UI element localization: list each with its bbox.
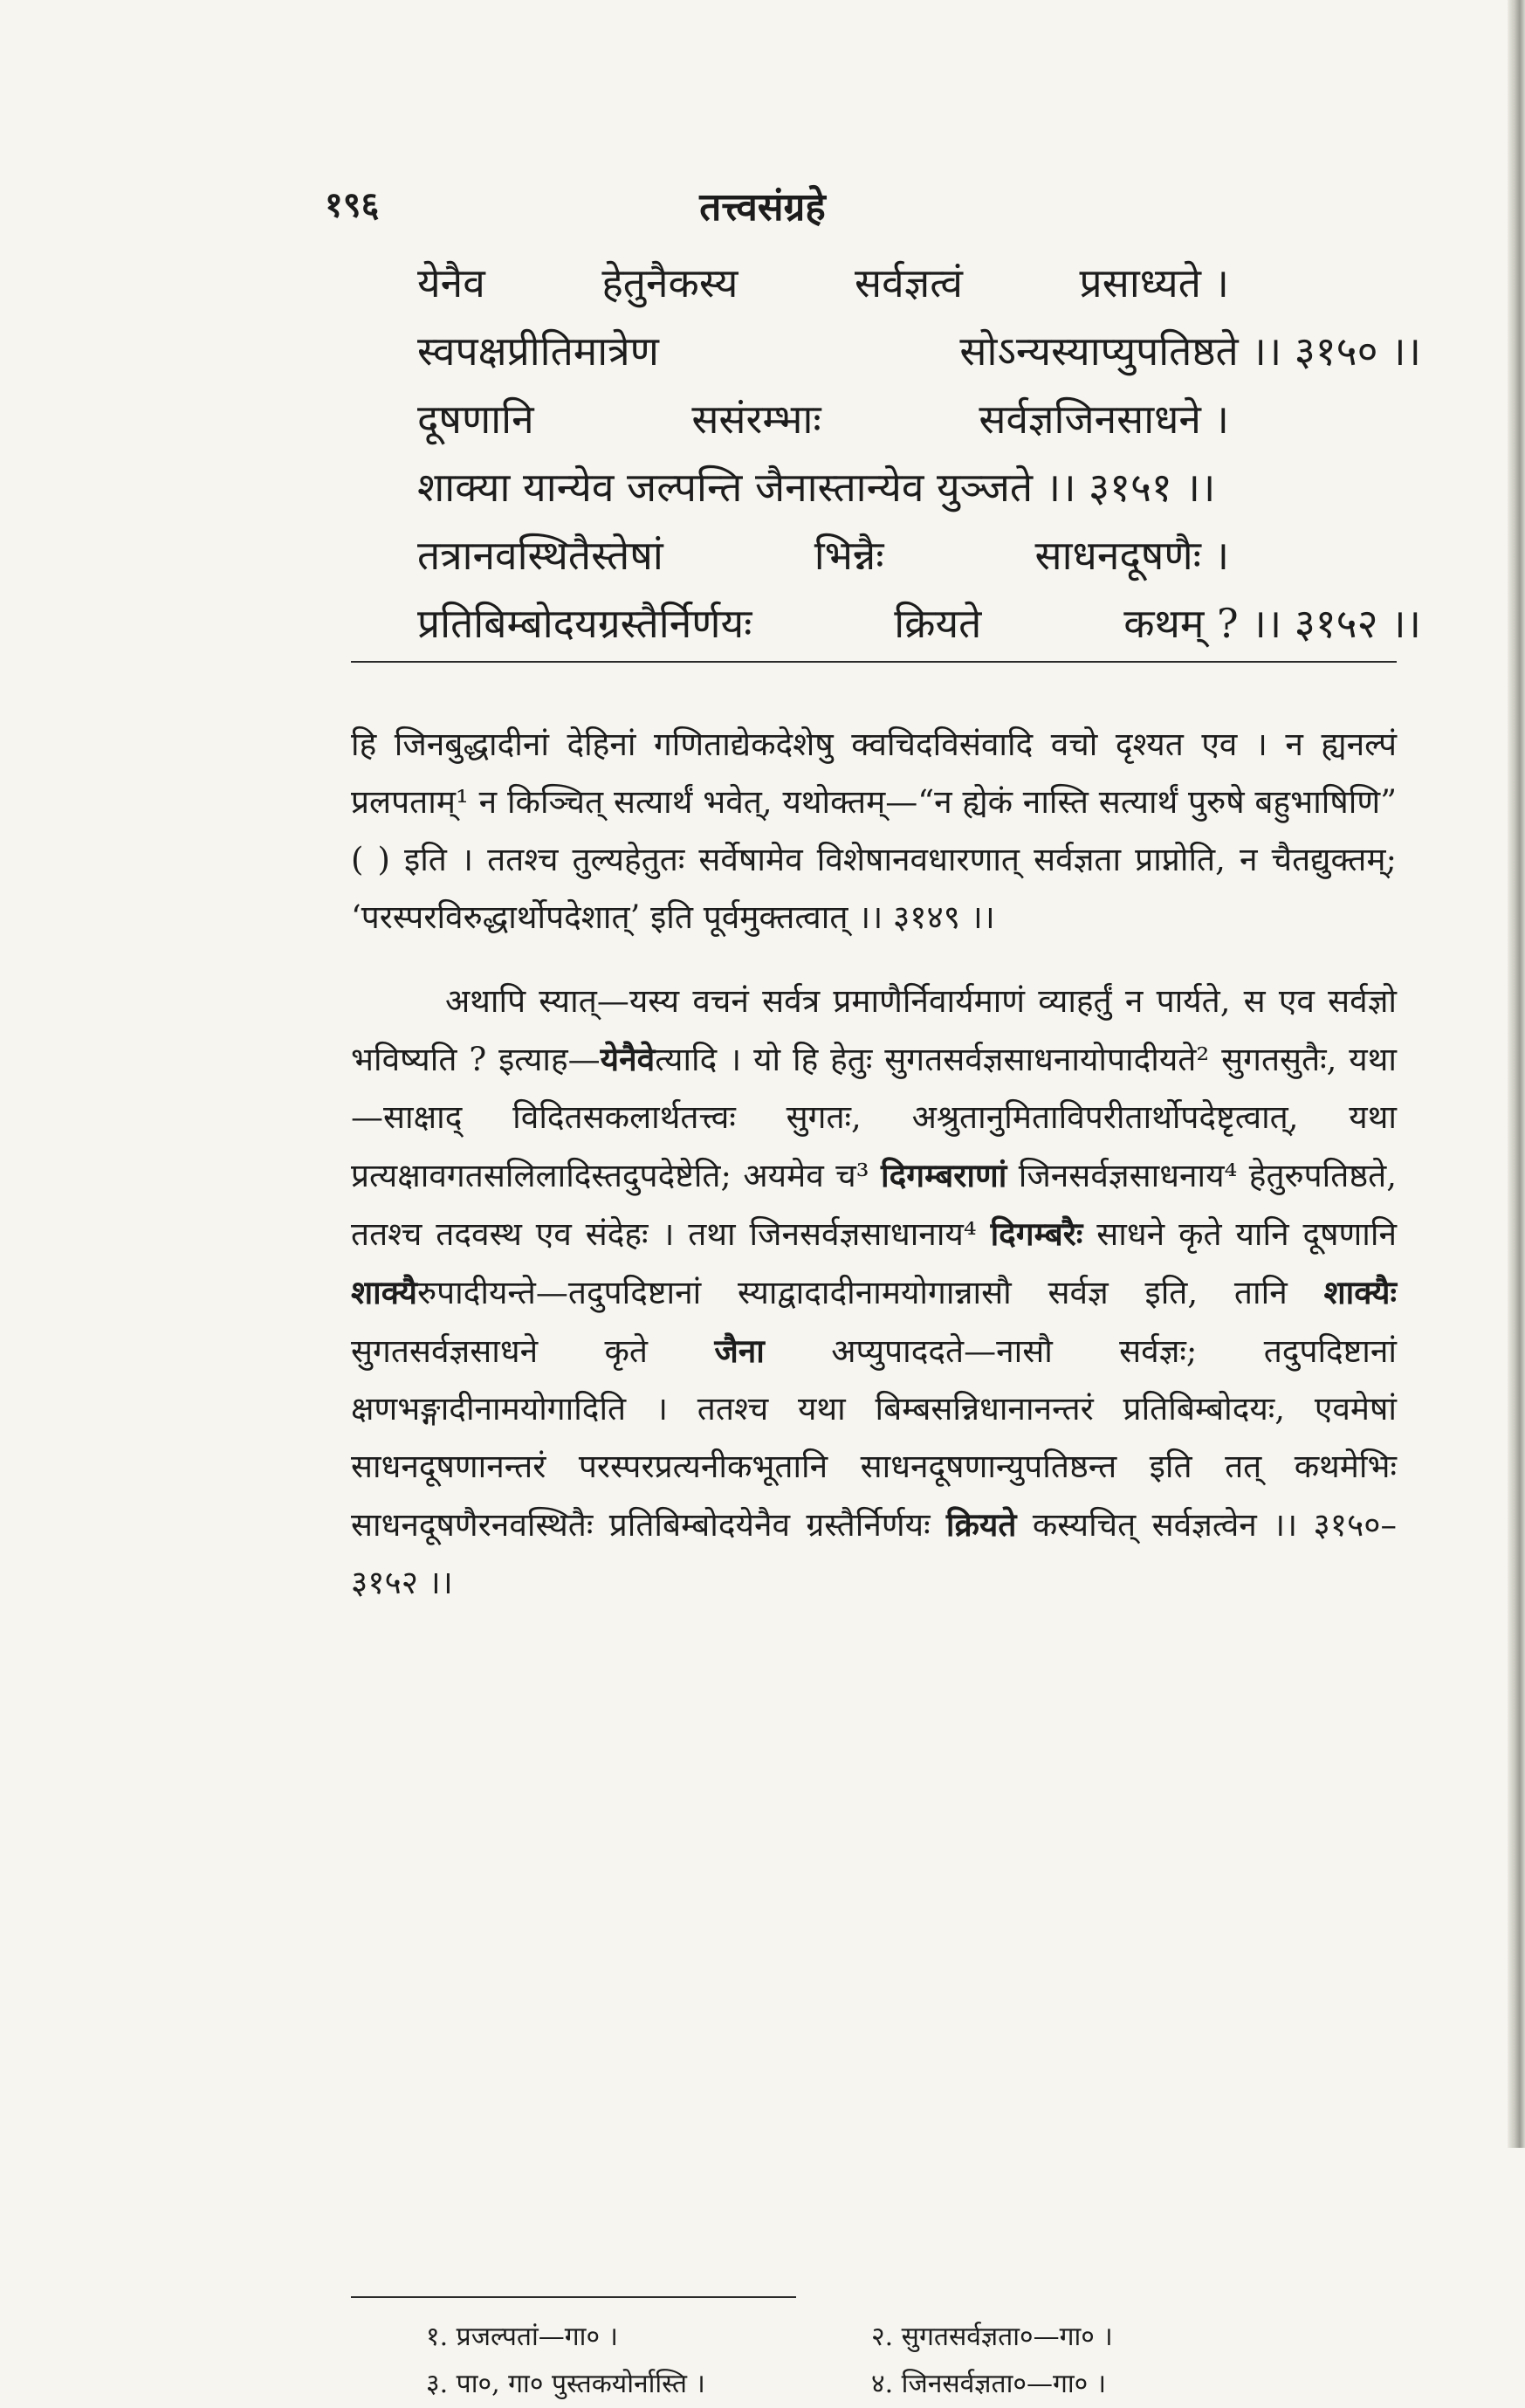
- verse-word: साधनदूषणैः ।: [1034, 532, 1229, 579]
- footnote: ४. जिनसर्वज्ञता०—गा० ।: [871, 2369, 1107, 2399]
- verse-line: [417, 385, 1229, 453]
- footnote: २. सुगतसर्वज्ञता०—गा० ।: [871, 2322, 1113, 2352]
- footnote: ३. पा०, गा० पुस्तकयोर्नास्ति ।: [426, 2369, 705, 2399]
- bold-term: येनैवे: [600, 1040, 656, 1078]
- verse-word: येनैव: [417, 259, 485, 306]
- text-run: रुपादीयन्ते—तदुपदिष्टानां स्याद्वादादीनामयोगान्नासौ सर्वज्ञ इति, तानि: [417, 1274, 1324, 1311]
- bold-term: क्रियते: [945, 1505, 1017, 1544]
- commentary: [351, 716, 1397, 1612]
- verse-line: [417, 453, 1421, 521]
- verse-line: [417, 589, 1421, 657]
- verse-word: शाक्या यान्येव जल्पन्ति जैनास्तान्येव युञ्जते ।। ३१५१ ।।: [417, 464, 1216, 511]
- verse-word: कथम् ? ।। ३१५२ ।।: [1123, 600, 1421, 647]
- verse-word: प्रतिबिम्बोदयग्रस्तैर्निर्णयः: [417, 600, 752, 647]
- footnote: १. प्रजल्पतां—गा० ।: [426, 2322, 618, 2352]
- bold-term: दिगम्बरैः: [990, 1214, 1083, 1253]
- text-run: त्यादि । यो हि हेतुः सुगतसर्वज्ञसाधनायोपादीयते² सुगतसुतैः, यथा—साक्षाद् विदितसकलार्थतत्त्वः सुगतः, अश्रुतानुमिताविपरीतार्थोपदेष्टृत्वात्, यथा प्रत्यक्षावगतसलिलादिस्तदुपदेष्टेति; अयमेव च³: [351, 1041, 1397, 1194]
- verse-word: सर्वज्ञजिनसाधने ।: [979, 396, 1229, 443]
- bold-term: शाक्यैः: [1323, 1273, 1397, 1311]
- text-run: कस्यचित् सर्वज्ञत्वेन ।। ३१५०–३१५२ ।।: [351, 1506, 1397, 1601]
- text-run: जिनसर्वज्ञसाधनाय⁴ हेतुरुपतिष्ठते, ततश्च तदवस्थ एव संदेहः । तथा जिनसर्वज्ञसाधानाय⁴: [351, 1157, 1397, 1253]
- verse-divider: [351, 661, 1397, 663]
- verse-word: सर्वज्ञत्वं: [855, 259, 963, 306]
- text-run: अथापि स्यात्—यस्य वचनं सर्वत्र प्रमाणैर्निवार्यमाणं व्याहर्तुं न पार्यते, स एव सर्वज्ञो भविष्यति ? इत्याह—: [351, 982, 1397, 1078]
- verse-line: [417, 521, 1229, 589]
- bold-term: दिगम्बराणां: [881, 1156, 1007, 1194]
- verse-word: ससंरम्भाः: [691, 396, 821, 443]
- text-run: सुगतसर्वज्ञसाधने कृते: [351, 1332, 715, 1370]
- verse-line: [417, 249, 1229, 317]
- commentary-paragraph: हि जिनबुद्धादीनां देहिनां गणिताद्येकदेशेषु क्वचिदविसंवादि वचो दृश्यत एव । न ह्यनल्पं प्रलपताम्¹ न किञ्चित् सत्यार्थं भवेत्, यथोक्तम्—“न ह्येकं नास्ति सत्यार्थं पुरुषे बहुभाषिणि” ( ) इति । ततश्च तुल्यहेतुतः सर्वेषामेव विशेषानवधारणात् सर्वज्ञता प्राप्नोति, न चैतद्युक्तम्; ‘परस्परविरुद्धार्थोपदेशात्’ इति पूर्वमुक्तत्वात् ।। ३१४९ ।।: [351, 726, 1397, 936]
- page-header: [0, 179, 1525, 231]
- verse-word: सोऽन्यस्याप्युपतिष्ठते ।। ३१५० ।।: [959, 327, 1421, 375]
- footnotes: [426, 2314, 1316, 2408]
- verse-line: [417, 317, 1421, 385]
- bold-term: जैना: [714, 1331, 765, 1370]
- scan-page-edge: [1508, 0, 1525, 2148]
- verse-word: हेतुनैकस्य: [601, 259, 738, 306]
- page-number: १९६: [325, 184, 380, 225]
- verse-block: [417, 249, 1421, 657]
- verse-word: प्रसाध्यते ।: [1079, 259, 1229, 306]
- footnote-divider: [351, 2296, 796, 2298]
- verse-word: क्रियते: [894, 600, 982, 647]
- verse-word: भिन्नैः: [814, 532, 884, 579]
- text-run: अप्युपाददते—नासौ सर्वज्ञः; तदुपदिष्टानां क्षणभङ्गादीनामयोगादिति । ततश्च यथा बिम्बसन्निधानानन्तरं प्रतिबिम्बोदयः, एवमेषां साधनदूषणानन्तरं परस्परप्रत्यनीकभूतानि साधनदूषणान्युपतिष्ठन्त इति तत् कथमेभिः साधनदूषणैरनवस्थितैः प्रतिबिम्बोदयेनैव ग्रस्तैर्निर्णयः: [351, 1332, 1397, 1544]
- commentary-paragraph: [351, 973, 1397, 1612]
- text-run: साधने कृते यानि दूषणानि: [1082, 1215, 1397, 1253]
- bold-term: शाक्यै: [351, 1273, 417, 1311]
- running-title: तत्त्वसंग्रहे: [699, 185, 826, 230]
- verse-word: स्वपक्षप्रीतिमात्रेण: [417, 327, 659, 375]
- verse-word: दूषणानि: [417, 396, 534, 443]
- verse-word: तत्रानवस्थितैस्तेषां: [417, 532, 663, 579]
